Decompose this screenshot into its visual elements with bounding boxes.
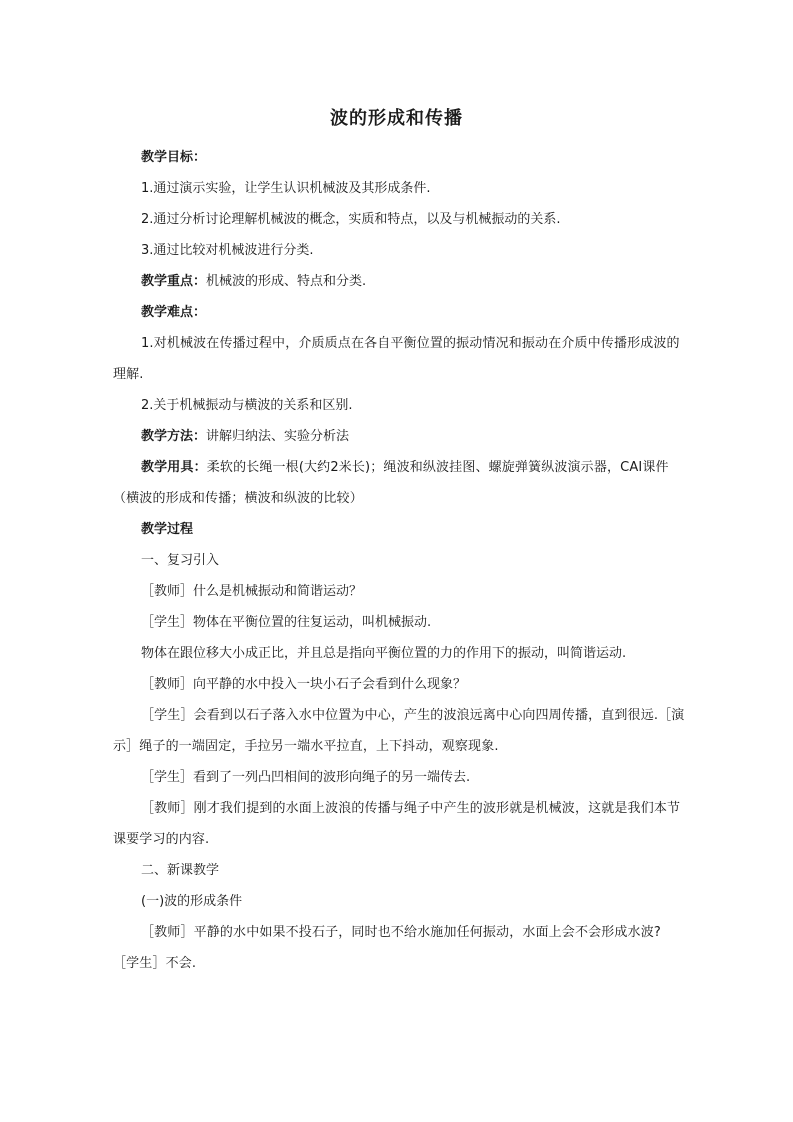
- key-points-label: 教学重点：: [141, 274, 207, 289]
- dialogue-paragraph: ［教师］平静的水中如果不投石子，同时也不给水施加任何振动，水面上会不会形成水波?［学生］不会.: [113, 925, 661, 971]
- key-points-text: 机械波的形成、特点和分类.: [206, 274, 367, 289]
- tools-paragraph: [113, 452, 685, 514]
- dialogue-paragraph: ［教师］刚才我们提到的水面上波浪的传播与绳子中产生的波形就是机械波，这就是我们本节课要学习的内容.: [113, 801, 681, 847]
- section-heading: 二、新课教学: [141, 863, 220, 878]
- key-points-paragraph: [113, 266, 685, 297]
- methods-paragraph: [113, 421, 685, 452]
- dialogue-paragraph: 物体在跟位移大小成正比，并且总是指向平衡位置的力的作用下的振动，叫简谐运动.: [141, 646, 627, 661]
- dialogue-paragraph: ［教师］向平静的水中投入一块小石子会看到什么现象？: [141, 677, 467, 692]
- objective-item: 3.通过比较对机械波进行分类.: [141, 243, 314, 258]
- document-title: 波的形成和传播: [330, 108, 463, 129]
- dialogue-paragraph: ［学生］看到了一列凸凹相间的波形向绳子的另一端传去.: [141, 770, 471, 785]
- objective-item: 2.通过分析讨论理解机械波的概念，实质和特点，以及与机械振动的关系.: [141, 212, 561, 227]
- objective-item: 1.通过演示实验，让学生认识机械波及其形成条件.: [141, 181, 431, 196]
- document-body: [113, 142, 685, 979]
- dialogue-paragraph: ［教师］什么是机械振动和简谐运动？: [141, 584, 363, 599]
- dialogue-paragraph: ［学生］会看到以石子落入水中位置为中心，产生的波浪远离中心向四周传播，直到很远.［演示］绳子的一端固定，手拉另一端水平拉直，上下抖动，观察现象.: [113, 708, 685, 754]
- tools-text: 柔软的长绳一根(大约2米长)；绳波和纵波挂图、螺旋弹簧纵波演示器，CAI课件（横波的形成和传播；横波和纵波的比较）: [113, 460, 669, 506]
- methods-label: 教学方法：: [141, 429, 207, 444]
- process-heading: 教学过程: [141, 522, 194, 537]
- objectives-heading: 教学目标：: [141, 150, 207, 165]
- difficulty-item: 2.关于机械振动与横波的关系和区别.: [141, 398, 353, 413]
- difficulty-item: 1.对机械波在传播过程中，介质质点在各自平衡位置的振动情况和振动在介质中传播形成波的理解.: [113, 336, 680, 382]
- dialogue-paragraph: ［学生］物体在平衡位置的往复运动，叫机械振动.: [141, 615, 432, 630]
- section-heading: 一、复习引入: [141, 553, 220, 568]
- tools-label: 教学用具：: [141, 460, 207, 475]
- methods-text: 讲解归纳法、实验分析法: [206, 429, 350, 444]
- subsection-heading: (一)波的形成条件: [141, 894, 243, 909]
- difficulties-heading: 教学难点：: [141, 305, 207, 320]
